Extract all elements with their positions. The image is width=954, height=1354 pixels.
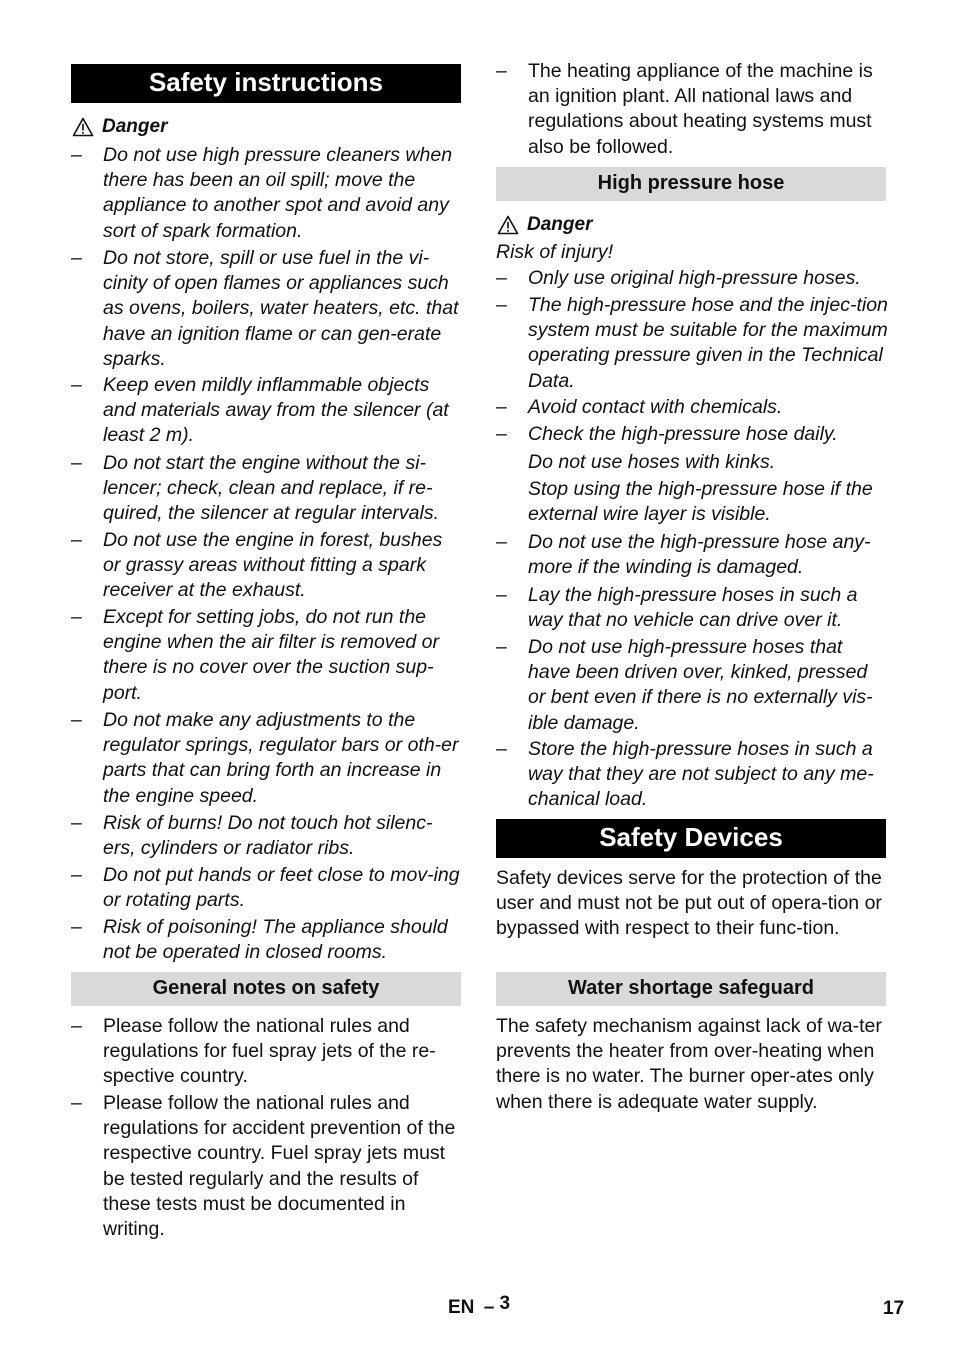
list-item: – Risk of poisoning! The appliance should not be operated in closed rooms. (71, 916, 448, 964)
list-item: – Risk of burns! Do not touch hot silenc-ers, cylinders or radiator ribs. (71, 812, 433, 860)
list-item-note: Stop using the high-pressure hose if the external wire layer is visible. (528, 478, 873, 526)
footer-dash: – (483, 1297, 495, 1318)
danger-label: Danger (102, 116, 168, 137)
dash: – (71, 606, 82, 628)
dash: – (71, 529, 82, 551)
dash: – (496, 267, 507, 289)
dash: – (71, 452, 82, 474)
dash: – (496, 738, 507, 760)
water-shortage-text: The safety mechanism against lack of wa-ter prevents the heater from over-heating when there is no water. The burner oper-ates only when there is adequate water supply. (496, 1015, 882, 1113)
dash: – (71, 144, 82, 166)
warning-triangle-icon (72, 117, 94, 137)
list-item: – Do not make any adjustments to the regulator springs, regulator bars or oth-er parts that can bring forth an increase in the engine speed. (71, 709, 459, 807)
list-item: – Do not put hands or feet close to mov-ing or rotating parts. (71, 864, 460, 912)
list-item-note: Do not use hoses with kinks. (528, 451, 776, 473)
section-title-safety-instructions: Safety instructions (71, 64, 461, 103)
page-footer-section (448, 1293, 511, 1319)
section-title-high-pressure-hose: High pressure hose (496, 167, 886, 201)
warning-triangle-icon (497, 215, 519, 235)
dash: – (71, 864, 82, 886)
danger-label: Danger (527, 214, 593, 235)
section-title-safety-devices: Safety Devices (496, 819, 886, 858)
dash: – (71, 247, 82, 269)
list-item: – Lay the high-pressure hoses in such a way that no vehicle can drive over it. (496, 584, 858, 632)
page-number: 17 (883, 1298, 905, 1319)
safety-devices-text: Safety devices serve for the protection of the user and must not be put out of opera-tion or bypassed with respect to their func-tion. (496, 867, 882, 940)
danger-heading (72, 114, 167, 139)
dash: – (496, 423, 507, 445)
list-item: – The high-pressure hose and the injec-tion system must be suitable for the maximum operating pressure given in the Technical Data. (496, 294, 888, 392)
list-item: – Check the high-pressure hose daily. (496, 422, 888, 450)
section-title-water-shortage: Water shortage safeguard (496, 972, 886, 1006)
list-item: – Avoid contact with chemicals. (496, 395, 888, 422)
dash: – (496, 531, 507, 553)
dash: – (71, 916, 82, 938)
dash: – (496, 584, 507, 606)
section-title-general-notes: General notes on safety (71, 972, 461, 1006)
dash: – (496, 636, 507, 658)
list-item: – Store the high-pressure hoses in such a way that they are not subject to any me-chanical load. (496, 738, 874, 811)
list-item: – Do not store, spill or use fuel in the vi-cinity of open flames or appliances such as ovens, boilers, water heaters, etc. that have an ignition flame or can gen-erate sparks. (71, 247, 459, 370)
dash: – (71, 812, 82, 834)
list-item: – Please follow the national rules and regulations for accident prevention of the respective country. Fuel spray jets must be tested regularly and the results of these tests must be documented in writing. (71, 1092, 456, 1241)
list-item: – Keep even mildly inflammable objects and materials away from the silencer (at least 2 m). (71, 374, 449, 447)
danger-list (71, 143, 463, 967)
dash: – (71, 709, 82, 731)
general-list (71, 1014, 463, 1242)
risk-text: Risk of injury! (496, 241, 614, 263)
list-item: – Do not use the engine in forest, bushes or grassy areas without fitting a spark receiver at the exhaust. (71, 529, 443, 602)
danger-heading (497, 212, 592, 237)
footer-lang: EN (448, 1297, 475, 1318)
footer-section-number: 3 (499, 1293, 511, 1314)
heating-note (496, 59, 888, 160)
dash: – (71, 1092, 82, 1114)
list-item: – Do not use high pressure cleaners when there has been an oil spill; move the appliance to another spot and avoid any sort of spark formation. (71, 144, 453, 242)
list-item: – Do not start the engine without the si-lencer; check, clean and replace, if re-quired, the silencer at regular intervals. (71, 452, 440, 525)
list-item: – Please follow the national rules and regulations for fuel spray jets of the re-spective country. (71, 1015, 436, 1088)
dash: – (496, 60, 507, 82)
dash: – (496, 396, 507, 418)
list-item: – Do not use high-pressure hoses that have been driven over, kinked, pressed or bent even if there is no externally vis-ible damage. (496, 636, 873, 734)
list-item: – Only use original high-pressure hoses. (496, 266, 888, 293)
list-item: – Do not use the high-pressure hose any-more if the winding is damaged. (496, 531, 871, 579)
dash: – (71, 1015, 82, 1037)
hose-list (496, 240, 888, 813)
dash: – (71, 374, 82, 396)
list-item: – Except for setting jobs, do not run the engine when the air filter is removed or there is no cover over the suction sup-port. (71, 606, 440, 704)
list-item: – The heating appliance of the machine is an ignition plant. All national laws and regulations about heating systems must also be followed. (496, 60, 873, 158)
dash: – (496, 294, 507, 316)
